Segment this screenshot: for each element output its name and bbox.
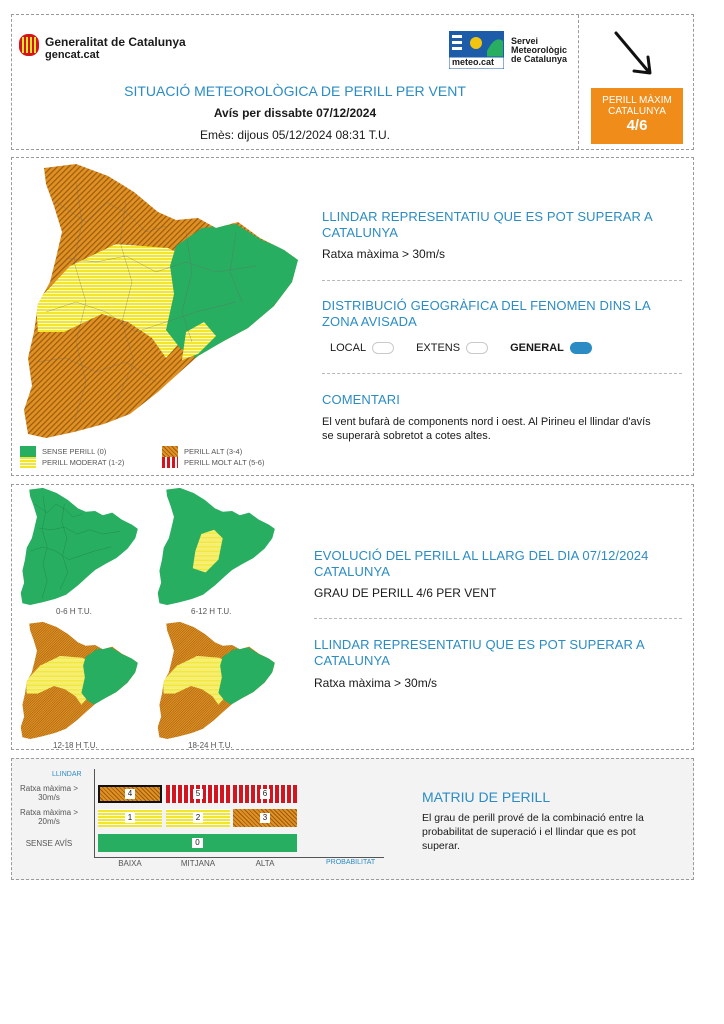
matrix-row-low-label: SENSE AVÍS bbox=[25, 839, 73, 848]
legend-green bbox=[20, 446, 106, 457]
matrix-description: El grau de perill prové de la combinació entre la probabilitat de superació i el llindar que es pot superar. bbox=[422, 812, 644, 852]
matrix-col-alta: ALTA bbox=[255, 859, 275, 868]
matrix-cell-3: 3 bbox=[233, 809, 297, 827]
distribution-local-label: LOCAL bbox=[330, 342, 367, 354]
max-danger-level: 4/6 bbox=[626, 117, 648, 134]
map-18-24-label: 18-24 H T.U. bbox=[188, 741, 233, 750]
matrix-cell-6: 6 bbox=[233, 785, 297, 803]
smc-line3: de Catalunya bbox=[511, 54, 568, 64]
map-0-6-label: 0-6 H T.U. bbox=[56, 607, 92, 616]
header-divider bbox=[578, 15, 579, 149]
matrix-y-axis-label: LLINDAR bbox=[52, 771, 82, 778]
main-map-panel bbox=[11, 157, 694, 476]
smc-name bbox=[511, 37, 567, 64]
distribution-general-label: GENERAL bbox=[510, 342, 564, 354]
matrix-y-axis bbox=[94, 769, 95, 857]
map-0-6 bbox=[17, 487, 139, 605]
page-title: SITUACIÓ METEOROLÒGICA DE PERILL PER VENT bbox=[124, 83, 466, 99]
gencat-logo bbox=[16, 32, 42, 59]
matrix-cell-2: 2 bbox=[166, 809, 230, 827]
legend-yellow-label: PERILL MODERAT (1-2) bbox=[42, 458, 125, 467]
map-12-18 bbox=[17, 621, 139, 739]
distribution-title: DISTRIBUCIÓ GEOGRÀFICA DEL FENOMEN DINS LA ZONA AVISADA bbox=[322, 298, 651, 329]
distribution-option-general bbox=[510, 342, 592, 354]
matrix-x-axis bbox=[94, 857, 384, 858]
warning-date: Avís per dissabte 07/12/2024 bbox=[213, 106, 377, 120]
divider-1 bbox=[322, 280, 682, 281]
legend-green-label: SENSE PERILL (0) bbox=[42, 447, 107, 456]
max-danger-line2: CATALUNYA bbox=[608, 106, 666, 117]
legend-red-label: PERILL MOLT ALT (5-6) bbox=[184, 458, 265, 467]
matrix-cell-5: 5 bbox=[166, 785, 230, 803]
senyera-icon bbox=[16, 32, 42, 59]
divider-2 bbox=[322, 373, 682, 374]
matrix-row-mid-label: Ratxa màxima > 20m/s bbox=[19, 808, 79, 826]
evolution-threshold-value: Ratxa màxima > 30m/s bbox=[314, 676, 438, 690]
legend-orange-swatch bbox=[162, 446, 178, 457]
matrix-title: MATRIU DE PERILL bbox=[422, 789, 551, 805]
matrix-col-baixa: BAIXA bbox=[118, 859, 142, 868]
matrix-x-axis-label: PROBABILITAT bbox=[326, 859, 376, 866]
meteocat-logo-text: meteo.cat bbox=[452, 57, 495, 67]
legend-yellow-swatch bbox=[20, 457, 36, 468]
map-6-12-label: 6-12 H T.U. bbox=[191, 607, 232, 616]
distribution-options bbox=[330, 342, 592, 354]
gencat-url[interactable]: gencat.cat bbox=[45, 49, 100, 61]
smc-line2: Meteorològic bbox=[511, 45, 568, 55]
smc-line1: Servei bbox=[511, 36, 539, 46]
matrix-cell-4: 4 bbox=[98, 785, 162, 803]
max-danger-line1: PERILL MÀXIM bbox=[602, 95, 672, 106]
legend-red-swatch bbox=[162, 457, 178, 468]
map-18-24 bbox=[154, 621, 276, 739]
catalonia-main-map bbox=[16, 162, 300, 438]
distribution-extens-label: EXTENS bbox=[416, 342, 461, 354]
map-12-18-label: 12-18 H T.U. bbox=[53, 741, 98, 750]
legend-orange-label: PERILL ALT (3-4) bbox=[184, 447, 243, 456]
comment-text: El vent bufarà de components nord i oest. Al Pirineu el llindar d'avís se superarà sobretot a cotes altes. bbox=[322, 416, 651, 442]
threshold-title: LLINDAR REPRESENTATIU QUE ES POT SUPERAR A CATALUNYA bbox=[322, 209, 653, 240]
matrix-col-mitjana: MITJANA bbox=[180, 859, 216, 868]
matrix-cell-1: 1 bbox=[98, 809, 162, 827]
divider-3 bbox=[314, 618, 682, 619]
distribution-extens-toggle bbox=[466, 342, 488, 354]
legend-orange bbox=[162, 446, 242, 457]
legend-red bbox=[162, 457, 264, 468]
legend-green-swatch bbox=[20, 446, 36, 457]
distribution-local-toggle bbox=[372, 342, 394, 354]
legend-yellow bbox=[20, 457, 124, 468]
issued-date: Emès: dijous 05/12/2024 08:31 T.U. bbox=[200, 128, 390, 142]
threshold-value: Ratxa màxima > 30m/s bbox=[322, 247, 446, 261]
matrix-row-high-label: Ratxa màxima > 30m/s bbox=[19, 784, 79, 802]
gencat-name: Generalitat de Catalunya bbox=[45, 35, 186, 49]
matrix-panel bbox=[11, 758, 694, 880]
distribution-option-local bbox=[330, 342, 394, 354]
comment-title: COMENTARI bbox=[322, 392, 400, 407]
wind-direction-arrow-icon bbox=[607, 25, 657, 79]
evolution-title: EVOLUCIÓ DEL PERILL AL LLARG DEL DIA 07/12/2024 CATALUNYA bbox=[314, 548, 649, 579]
matrix-cell-0: 0 bbox=[98, 834, 297, 852]
evolution-value: GRAU DE PERILL 4/6 PER VENT bbox=[314, 586, 497, 600]
header-panel bbox=[11, 14, 694, 150]
distribution-option-extens bbox=[416, 342, 488, 354]
max-danger-box bbox=[591, 88, 683, 144]
evolution-panel bbox=[11, 484, 694, 750]
map-6-12 bbox=[154, 487, 276, 605]
distribution-general-toggle bbox=[570, 342, 592, 354]
evolution-threshold-title: LLINDAR REPRESENTATIU QUE ES POT SUPERAR A CATALUNYA bbox=[314, 637, 645, 668]
